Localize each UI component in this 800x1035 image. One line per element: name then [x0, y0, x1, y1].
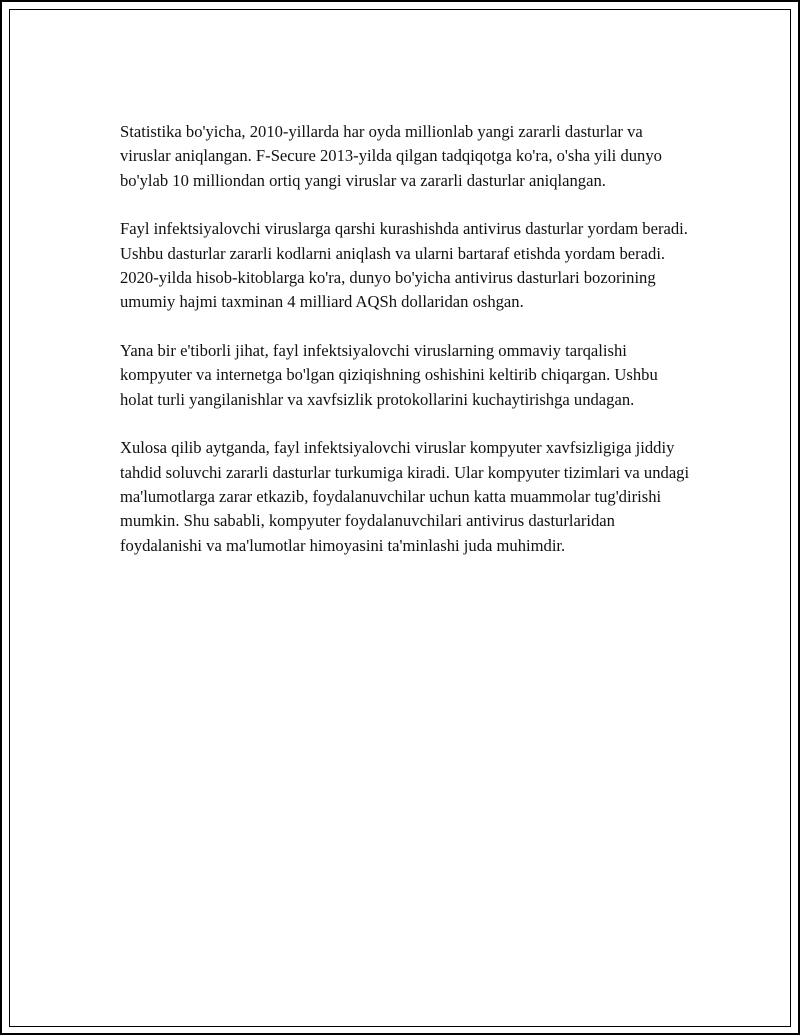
paragraph-statistics: Statistika bo'yicha, 2010-yillarda har oyda millionlab yangi zararli dasturlar va viruslar aniqlangan. F-Secure 2013-yilda qilgan tadqiqotga ko'ra, o'sha yili dunyo bo'ylab 10 milliondan ortiq yangi viruslar va zararli dasturlar aniqlangan.: [120, 122, 662, 190]
document-body: [120, 120, 695, 582]
paragraph-conclusion: Xulosa qilib aytganda, fayl infektsiyalovchi viruslar kompyuter xavfsizligiga jiddiy tahdid soluvchi zararli dasturlar turkumiga kiradi. Ular kompyuter tizimlari va undagi ma'lumotlarga zarar etkazib, foydalanuvchilar uchun katta muammolar tug'dirishi mumkin. Shu sababli, kompyuter foydalanuvchilari antivirus dasturlaridan foydalanishi va ma'lumotlar himoyasini ta'minlashi juda muhimdir.: [120, 438, 690, 555]
paragraph-spread: Yana bir e'tiborli jihat, fayl infektsiyalovchi viruslarning ommaviy tarqalishi kompyuter va internetga bo'lgan qiziqishning oshishini keltirib chiqargan. Ushbu holat turli yangilanishlar va xavfsizlik protokollarini kuchaytirishga undagan.: [120, 341, 658, 409]
paragraph-antivirus: Fayl infektsiyalovchi viruslarga qarshi kurashishda antivirus dasturlar yordam beradi. Ushbu dasturlar zararli kodlarni aniqlash va ularni bartaraf etishda yordam beradi. 2020-yilda hisob-kitoblarga ko'ra, dunyo bo'yicha antivirus dasturlari bozorining umumiy hajmi taxminan 4 milliard AQSh dollaridan oshgan.: [120, 219, 688, 312]
